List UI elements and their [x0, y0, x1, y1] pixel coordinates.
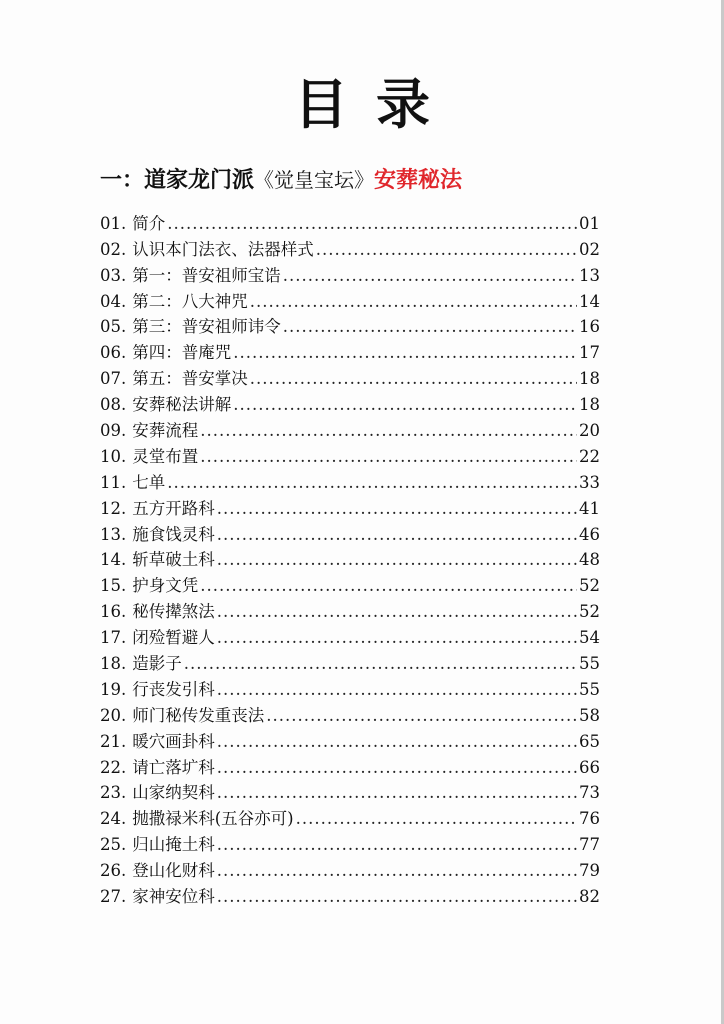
- toc-entry-number: 08.: [100, 395, 127, 415]
- toc-entry-label: 简介: [132, 213, 166, 233]
- toc-entry-label: 登山化财科: [132, 861, 215, 881]
- toc-entry-page: 41: [579, 498, 600, 518]
- toc-entry-page: 01: [579, 213, 600, 233]
- toc-entry-page: 54: [579, 628, 600, 648]
- page-title: 目录: [294, 72, 458, 136]
- toc-entry-page: 58: [579, 705, 600, 725]
- toc-entry-number: 22.: [100, 757, 127, 777]
- toc-entry: [100, 597, 600, 623]
- toc-entry: [100, 209, 600, 235]
- toc-entry-label: 闭殓暂避人: [132, 628, 215, 648]
- toc-entry-label: 七单: [132, 472, 166, 492]
- toc-leader-dots: [200, 446, 577, 468]
- toc-entry-page: 73: [579, 783, 600, 803]
- toc-entry-label: 认识本门法衣、法器样式: [132, 239, 314, 259]
- toc-entry: [100, 675, 600, 701]
- toc-entry-label: 护身文凭: [132, 576, 199, 596]
- toc-entry-page: 66: [579, 757, 600, 777]
- toc-leader-dots: [296, 808, 577, 830]
- toc-entry-number: 06.: [100, 343, 127, 363]
- toc-entry: [100, 338, 600, 364]
- toc-entry: [100, 364, 600, 390]
- toc-entry: [100, 468, 600, 494]
- toc-leader-dots: [217, 524, 577, 546]
- toc-entry-number: 11.: [100, 472, 127, 492]
- toc-entry-label: 山家纳契科: [132, 783, 215, 803]
- toc-leader-dots: [217, 679, 577, 701]
- toc-entry-label: 安葬流程: [132, 421, 199, 441]
- toc-entry-page: 65: [579, 731, 600, 751]
- toc-leader-dots: [200, 575, 577, 597]
- toc-leader-dots: [217, 498, 577, 520]
- toc-entry-label: 归山掩土科: [132, 835, 215, 855]
- toc-entry-number: 24.: [100, 809, 127, 829]
- toc-entry: [100, 804, 600, 830]
- toc-entry-number: 17.: [100, 628, 127, 648]
- toc-entry-number: 03.: [100, 265, 127, 285]
- toc-entry-page: 48: [579, 550, 600, 570]
- toc-leader-dots: [184, 653, 577, 675]
- toc-leader-dots: [283, 265, 577, 287]
- toc-entry-page: 77: [579, 835, 600, 855]
- toc-entry-number: 02.: [100, 239, 127, 259]
- toc-entry-page: 46: [579, 524, 600, 544]
- toc-leader-dots: [167, 472, 577, 494]
- toc-leader-dots: [167, 213, 577, 235]
- section-heading: [100, 164, 462, 196]
- toc-entry-number: 10.: [100, 446, 127, 466]
- toc-entry-page: 18: [579, 395, 600, 415]
- table-of-contents: [100, 209, 600, 908]
- toc-entry: [100, 520, 600, 546]
- section-prefix: 一：道家龙门派: [100, 167, 255, 193]
- toc-entry-number: 21.: [100, 731, 127, 751]
- toc-entry-label: 造影子: [132, 654, 182, 674]
- toc-entry-page: 52: [579, 602, 600, 622]
- toc-entry-page: 52: [579, 576, 600, 596]
- toc-entry-label: 安葬秘法讲解: [132, 395, 232, 415]
- toc-entry: [100, 649, 600, 675]
- toc-leader-dots: [217, 549, 577, 571]
- toc-entry-number: 14.: [100, 550, 127, 570]
- toc-entry-number: 16.: [100, 602, 127, 622]
- toc-entry-label: 暖穴画卦科: [132, 731, 215, 751]
- toc-entry: [100, 546, 600, 572]
- toc-entry: [100, 856, 600, 882]
- toc-entry-number: 26.: [100, 861, 127, 881]
- toc-entry-number: 20.: [100, 705, 127, 725]
- toc-entry-page: 02: [579, 239, 600, 259]
- toc-entry-number: 27.: [100, 887, 127, 907]
- toc-entry-number: 05.: [100, 317, 127, 337]
- toc-entry-label: 家神安位科: [132, 887, 215, 907]
- toc-entry-page: 14: [579, 291, 600, 311]
- toc-entry-label: 秘传撵煞法: [132, 602, 215, 622]
- toc-entry-number: 15.: [100, 576, 127, 596]
- toc-entry-label: 师门秘传发重丧法: [132, 705, 265, 725]
- toc-entry-page: 55: [579, 654, 600, 674]
- toc-entry-page: 33: [579, 472, 600, 492]
- toc-leader-dots: [217, 731, 577, 753]
- toc-leader-dots: [250, 368, 577, 390]
- toc-entry-page: 16: [579, 317, 600, 337]
- toc-entry: [100, 442, 600, 468]
- toc-entry-label: 五方开路科: [132, 498, 215, 518]
- toc-entry-page: 20: [579, 421, 600, 441]
- toc-leader-dots: [217, 601, 577, 623]
- toc-leader-dots: [217, 834, 577, 856]
- toc-entry: [100, 571, 600, 597]
- toc-entry: [100, 882, 600, 908]
- toc-leader-dots: [233, 394, 577, 416]
- toc-entry-label: 第四：普庵咒: [132, 343, 232, 363]
- toc-entry-label: 行丧发引科: [132, 679, 215, 699]
- toc-entry-page: 76: [579, 809, 600, 829]
- toc-entry: [100, 416, 600, 442]
- toc-entry: [100, 261, 600, 287]
- toc-entry-page: 17: [579, 343, 600, 363]
- toc-entry: [100, 235, 600, 261]
- toc-entry-page: 79: [579, 861, 600, 881]
- toc-entry-number: 18.: [100, 654, 127, 674]
- toc-entry-label: 请亡落圹科: [132, 757, 215, 777]
- section-highlight: 安葬秘法: [374, 167, 463, 193]
- toc-entry-label: 斩草破土科: [132, 550, 215, 570]
- toc-leader-dots: [233, 342, 577, 364]
- toc-entry-number: 25.: [100, 835, 127, 855]
- toc-leader-dots: [250, 291, 577, 313]
- toc-entry-label: 第二：八大神咒: [132, 291, 248, 311]
- toc-entry-label: 第一：普安祖师宝诰: [132, 265, 281, 285]
- toc-leader-dots: [217, 860, 577, 882]
- toc-leader-dots: [283, 316, 577, 338]
- toc-entry: [100, 390, 600, 416]
- toc-entry-label: 灵堂布置: [132, 446, 199, 466]
- toc-entry: [100, 753, 600, 779]
- toc-entry-label: 抛撒禄米科(五谷亦可): [132, 809, 294, 829]
- toc-entry-page: 55: [579, 679, 600, 699]
- toc-entry-label: 第五：普安掌决: [132, 369, 248, 389]
- toc-entry-page: 13: [579, 265, 600, 285]
- toc-entry-number: 09.: [100, 421, 127, 441]
- toc-entry-number: 12.: [100, 498, 127, 518]
- toc-entry-label: 第三：普安祖师讳令: [132, 317, 281, 337]
- toc-leader-dots: [217, 886, 577, 908]
- toc-entry: [100, 830, 600, 856]
- toc-entry-number: 01.: [100, 213, 127, 233]
- toc-entry-number: 23.: [100, 783, 127, 803]
- toc-entry: [100, 727, 600, 753]
- toc-entry: [100, 287, 600, 313]
- toc-entry: [100, 701, 600, 727]
- section-book-title: 《觉皇宝坛》: [254, 168, 375, 192]
- toc-entry: [100, 779, 600, 805]
- toc-entry-number: 19.: [100, 679, 127, 699]
- toc-leader-dots: [217, 757, 577, 779]
- toc-entry: [100, 313, 600, 339]
- toc-entry-number: 04.: [100, 291, 127, 311]
- toc-leader-dots: [200, 420, 577, 442]
- toc-entry-number: 13.: [100, 524, 127, 544]
- toc-entry-number: 07.: [100, 369, 127, 389]
- toc-entry-page: 22: [579, 446, 600, 466]
- toc-leader-dots: [316, 239, 577, 261]
- toc-leader-dots: [266, 705, 577, 727]
- toc-entry-page: 18: [579, 369, 600, 389]
- toc-entry: [100, 494, 600, 520]
- toc-entry: [100, 623, 600, 649]
- toc-entry-page: 82: [579, 887, 600, 907]
- toc-leader-dots: [217, 627, 577, 649]
- toc-leader-dots: [217, 782, 577, 804]
- toc-entry-label: 施食饯灵科: [132, 524, 215, 544]
